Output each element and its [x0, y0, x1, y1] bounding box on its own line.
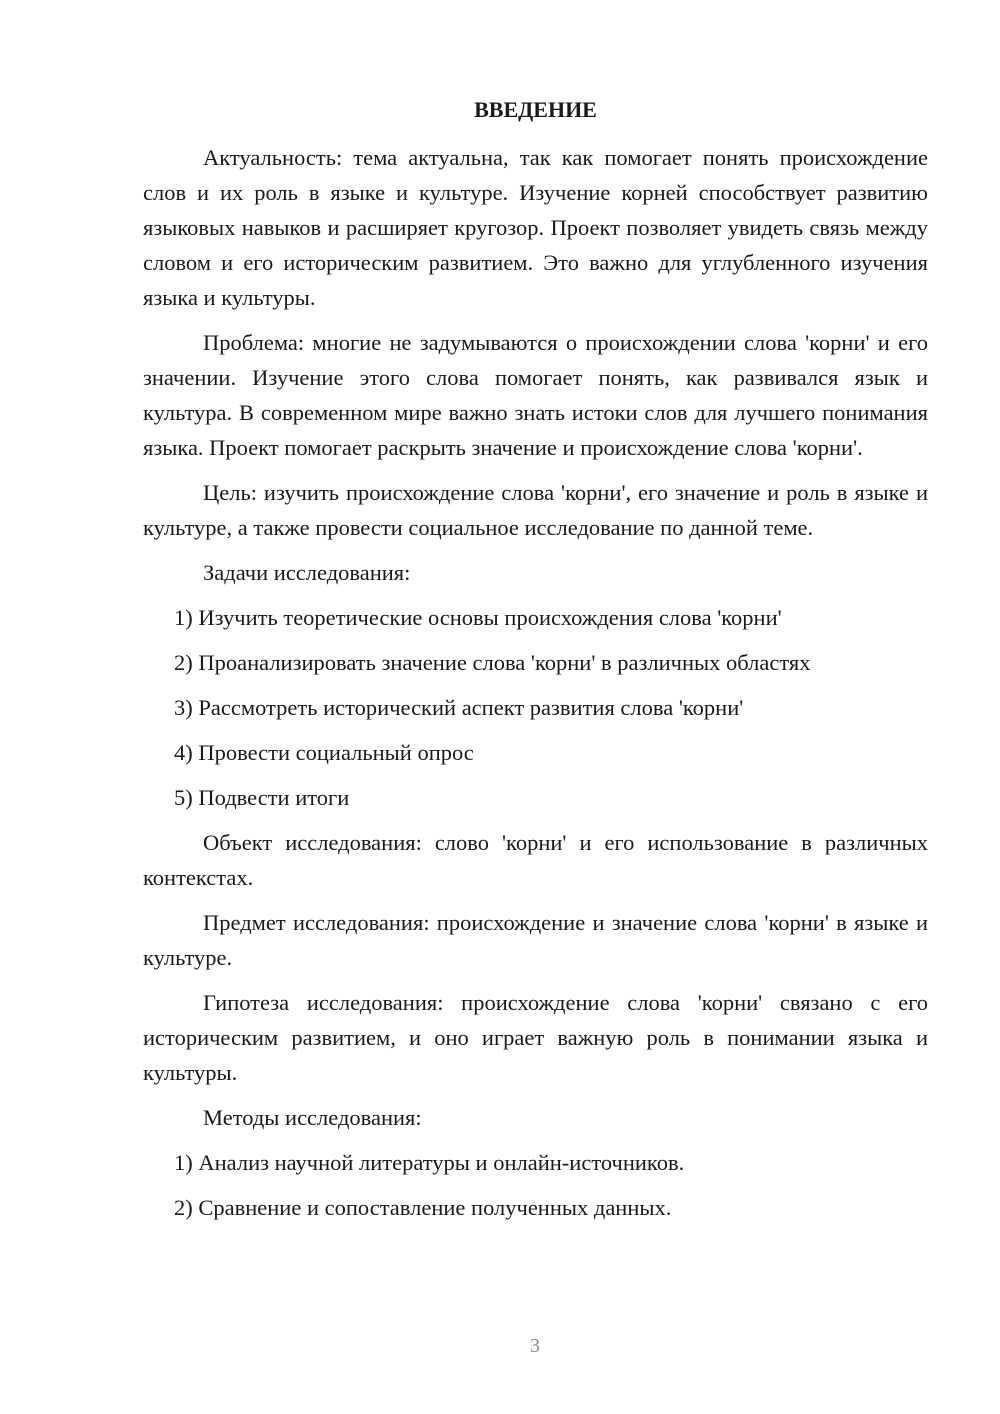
- list-item: 2) Проанализировать значение слова 'корни' в различных областях: [174, 650, 811, 675]
- list-item: 2) Сравнение и сопоставление полученных данных.: [174, 1195, 672, 1220]
- problem-paragraph: Проблема: многие не задумываются о происхождении слова 'корни' и его значении. Изучение этого слова помогает понять, как развивался язык и культура. В современном мире важно знать истоки слов для лучшего понимания языка. Проект помогает раскрыть значение и происхождение слова 'корни'.: [143, 330, 928, 460]
- section-heading: ВВЕДЕНИЕ: [474, 97, 597, 122]
- page-content: [143, 94, 928, 1235]
- list-item: 1) Анализ научной литературы и онлайн-источников.: [174, 1150, 685, 1175]
- hypothesis-paragraph: Гипотеза исследования: происхождение слова 'корни' связано с его историческим развитием, и оно играет важную роль в понимании языка и культуры.: [143, 990, 928, 1085]
- relevance-paragraph: Актуальность: тема актуальна, так как помогает понять происхождение слов и их роль в языке и культуре. Изучение корней способствует развитию языковых навыков и расширяет кругозор. Проект позволяет увидеть связь между словом и его историческим развитием. Это важно для углубленного изучения языка и культуры.: [143, 145, 928, 310]
- list-item: 4) Провести социальный опрос: [174, 740, 474, 765]
- methods-list: [143, 1145, 928, 1225]
- list-item: 5) Подвести итоги: [174, 785, 350, 810]
- goal-paragraph: Цель: изучить происхождение слова 'корни', его значение и роль в языке и культуре, а также провести социальное исследование по данной теме.: [143, 480, 928, 540]
- methods-title: Методы исследования:: [203, 1105, 422, 1130]
- list-item: 3) Рассмотреть исторический аспект развития слова 'корни': [174, 695, 744, 720]
- tasks-title: Задачи исследования:: [203, 560, 411, 585]
- list-item: 1) Изучить теоретические основы происхождения слова 'корни': [174, 605, 782, 630]
- object-paragraph: Объект исследования: слово 'корни' и его использование в различных контекстах.: [143, 830, 928, 890]
- subject-paragraph: Предмет исследования: происхождение и значение слова 'корни' в языке и культуре.: [143, 910, 928, 970]
- tasks-list: [143, 600, 928, 815]
- page-number: 3: [530, 1335, 540, 1357]
